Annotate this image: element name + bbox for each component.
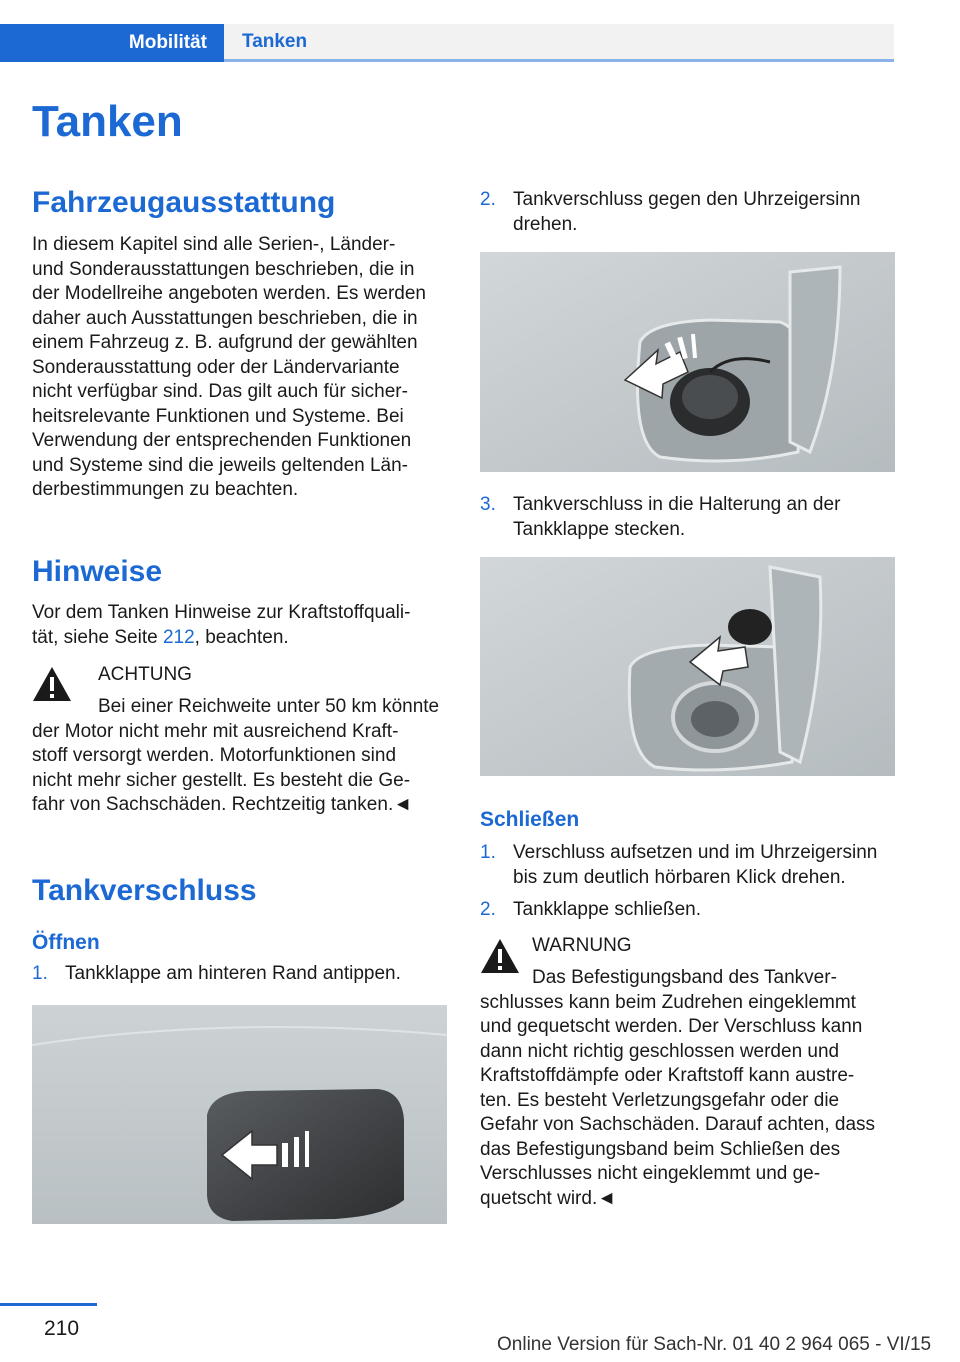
page-link-212[interactable]: 212 <box>162 626 195 648</box>
fuel-flap-photo <box>32 1005 447 1224</box>
open-step-2: 2. Tankverschluss gegen den Uhrzeigersinn drehen. <box>480 189 861 235</box>
heading-hinweise: Hinweise <box>32 555 163 588</box>
equipment-paragraph: In diesem Kapitel sind alle Serien-, Länder‐ und Sonderausstattungen beschrieben, die in der Modellreihe angeboten werden. Es werden daher auch Ausstattungen beschrieben, die in einem Fahrzeug z. B. aufgrund der gewählten Sonderausstattung oder der Ländervariante nicht verfügbar sind. Das gilt auch für sicher‐ heitsrelevante Funktionen und Systeme. Bei Verwendung der entsprechenden Funktionen und Systeme sind die jeweils geltenden Län‐ derbestimmungen zu beachten. <box>32 234 426 500</box>
warning-label-achtung: ACHTUNG <box>98 664 192 685</box>
heading-fahrzeugausstattung: Fahrzeugausstattung <box>32 186 336 219</box>
achtung-text: Bei einer Reichweite unter 50 km könnte der Motor nicht mehr mit ausreichend Kraft‐ stoff versorgt werden. Motorfunktionen sind nicht mehr sicher gestellt. Es besteht die Ge‐ fahr von Sachschäden. Rechtzeitig tanken.◄ <box>32 696 440 815</box>
open-step-3: 3. Tankverschluss in die Halterung an der Tankklappe stecken. <box>480 494 841 540</box>
cap-holder-photo <box>480 557 895 776</box>
cap-turn-photo <box>480 252 895 472</box>
footer-rule <box>0 1303 97 1306</box>
heading-tankverschluss: Tankverschluss <box>32 874 257 907</box>
tab-tanken[interactable]: Tanken <box>224 24 894 62</box>
close-step-1: 1. Verschluss aufsetzen und im Uhrzeigersinn bis zum deutlich hörbaren Klick drehen. <box>480 842 878 888</box>
close-step-2: 2. Tankklappe schließen. <box>480 899 701 920</box>
heading-oeffnen: Öffnen <box>32 931 100 954</box>
online-version-text: Online Version für Sach-Nr. 01 40 2 964 065 - VI/15 <box>497 1334 932 1355</box>
chapter-title: Tanken <box>32 97 183 146</box>
open-step-1: 1. Tankklappe am hinteren Rand antippen. <box>32 963 401 984</box>
heading-schliessen: Schließen <box>480 808 580 831</box>
tab-mobilitaet[interactable]: Mobilität <box>0 24 224 62</box>
warnung-text: Das Befestigungsband des Tankver‐ schlusses kann beim Zudrehen eingeklemmt und gequetscht werden. Der Verschluss kann dann nicht richtig geschlossen werden und Kraftstoffdämpfe oder Kraftstoff kann austre‐ ten. Es besteht Verletzungsgefahr oder die Gefahr von Sachschäden. Darauf achten, dass das Befestigungsband beim Schließen des Verschlusses nicht eingeklemmt und ge‐ quetscht wird.◄ <box>480 967 876 1209</box>
notes-paragraph: Vor dem Tanken Hinweise zur Kraftstoffquali‐ tät, siehe Seite 212, beachten. <box>32 602 411 648</box>
page-number: 210 <box>44 1317 80 1340</box>
warning-label-warnung: WARNUNG <box>532 935 632 956</box>
